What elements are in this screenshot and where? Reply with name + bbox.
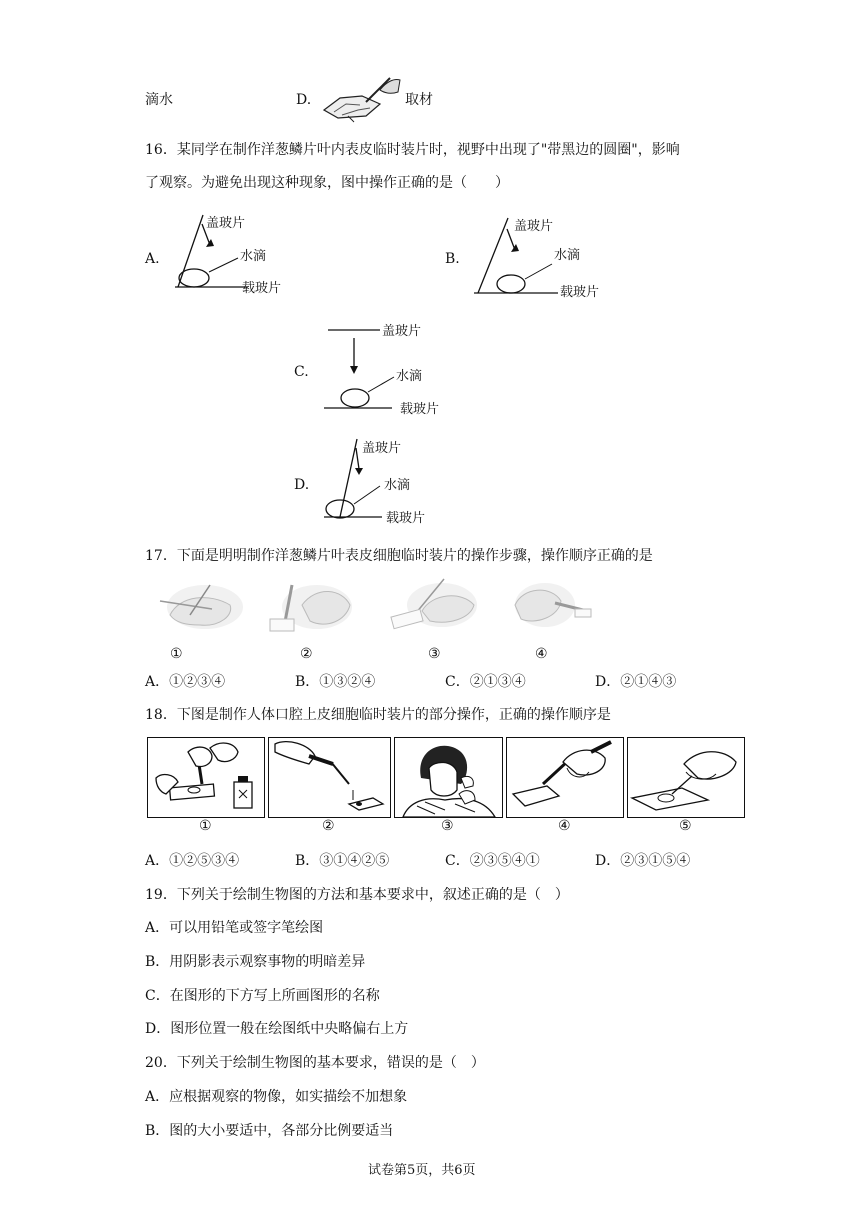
q17-option-b: B．①③②④ [295, 674, 376, 690]
q17-step-4: ④ [535, 646, 548, 662]
q16-option-d: D. [294, 477, 310, 493]
q18-step-3: ③ [441, 818, 454, 834]
q16-b-cover-label: 盖玻片 [514, 219, 554, 234]
q17-option-d: D．②①④③ [595, 674, 677, 690]
q16-a-slide-label: 载玻片 [242, 281, 282, 296]
q16-d-slide-label: 载玻片 [386, 511, 426, 526]
q19-option-a: A．可以用铅笔或签字笔绘图 [145, 920, 324, 936]
q16-diagram-a [170, 210, 295, 300]
q16-stem-line2: 了观察。为避免出现这种现象，图中操作正确的是（ ） [145, 175, 509, 191]
q16-b-slide-label: 载玻片 [560, 285, 600, 300]
page-footer: 试卷第5页，共6页 [368, 1163, 476, 1178]
q16-diagram-b [470, 213, 605, 303]
q18-option-d: D．②③①⑤④ [595, 853, 691, 869]
q20-option-b: B．图的大小要适中，各部分比例要适当 [145, 1123, 394, 1139]
q18-option-a: A．①②⑤③④ [145, 853, 240, 869]
q16-option-a: A. [145, 251, 160, 267]
q19-stem: 19．下列关于绘制生物图的方法和基本要求中，叙述正确的是（ ） [145, 887, 569, 903]
q18-panel-3 [394, 737, 503, 818]
q17-step-1: ① [170, 646, 183, 662]
q17-option-a: A．①②③④ [145, 674, 226, 690]
q17-step1-image [150, 575, 250, 635]
q16-stem-line1: 16．某同学在制作洋葱鳞片叶内表皮临时装片时，视野中出现了"带黑边的圆圈"，影响 [145, 142, 680, 158]
q16-c-slide-label: 载玻片 [400, 402, 440, 417]
tissue-sampling-illustration [320, 72, 402, 124]
q17-step-2: ② [300, 646, 313, 662]
q20-option-a: A．应根据观察的物像，如实描绘不加想象 [145, 1089, 408, 1105]
q19-option-d: D．图形位置一般在绘图纸中央略偏右上方 [145, 1021, 409, 1037]
q18-panel-5 [627, 737, 745, 818]
q17-step2-image [262, 575, 357, 635]
q16-option-b: B. [445, 251, 460, 267]
q18-panel-1 [147, 737, 265, 818]
q17-step3-image [382, 575, 482, 635]
q18-panel-4 [506, 737, 624, 818]
q19-option-b: B．用阴影表示观察事物的明暗差异 [145, 954, 366, 970]
q18-step-4: ④ [558, 818, 571, 834]
q18-step-2: ② [322, 818, 335, 834]
q17-stem: 17．下面是明明制作洋葱鳞片叶表皮细胞临时装片的操作步骤，操作顺序正确的是 [145, 548, 653, 564]
top-left-caption: 滴水 [145, 92, 173, 108]
q16-a-cover-label: 盖玻片 [206, 216, 246, 231]
q18-option-c: C．②③⑤④① [445, 853, 540, 869]
q16-d-cover-label: 盖玻片 [362, 441, 402, 456]
q17-step-3: ③ [428, 646, 441, 662]
q16-diagram-d [320, 434, 455, 529]
q16-option-c: C. [294, 364, 309, 380]
q18-panel-2 [268, 737, 391, 818]
q16-c-water-label: 水滴 [396, 369, 423, 384]
q16-d-water-label: 水滴 [384, 478, 411, 493]
q18-step-1: ① [199, 818, 212, 834]
q20-stem: 20．下列关于绘制生物图的基本要求，错误的是（ ） [145, 1055, 485, 1071]
q18-option-b: B．③①④②⑤ [295, 853, 390, 869]
q16-diagram-c [320, 318, 455, 418]
top-d-label: D. [296, 92, 312, 108]
q18-step-5: ⑤ [679, 818, 692, 834]
q16-a-water-label: 水滴 [240, 249, 267, 264]
q19-option-c: C．在图形的下方写上所画图形的名称 [145, 988, 380, 1004]
q17-option-c: C．②①③④ [445, 674, 526, 690]
q17-step4-image [505, 575, 600, 635]
q16-b-water-label: 水滴 [554, 248, 581, 263]
q18-stem: 18．下图是制作人体口腔上皮细胞临时装片的部分操作，正确的操作顺序是 [145, 707, 611, 723]
top-d-caption: 取材 [405, 92, 433, 108]
q16-c-cover-label: 盖玻片 [382, 324, 422, 339]
